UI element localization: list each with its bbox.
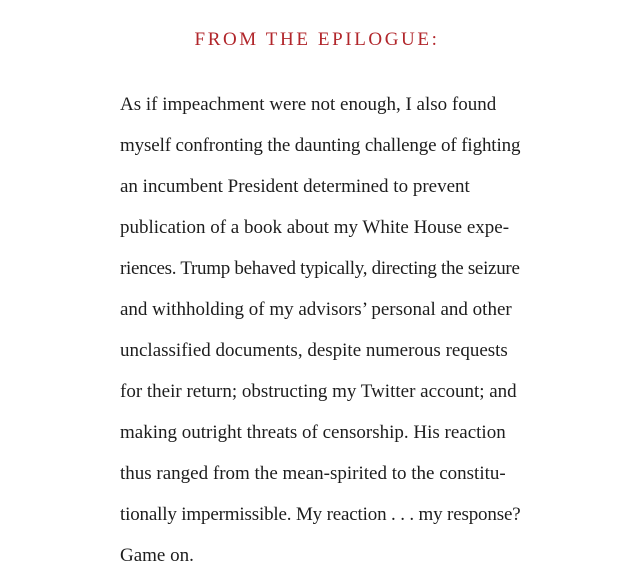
excerpt-line-1: As if impeachment were not enough, I also found [120,94,497,115]
epilogue-excerpt [120,84,520,576]
excerpt-line-8: for their return; obstructing my Twitter account; and [120,381,517,402]
epilogue-heading: FROM THE EPILOGUE: [194,29,440,50]
excerpt-line-5: riences. Trump behaved typically, directing the seizure [120,258,520,279]
excerpt-line-7: unclassified documents, despite numerous requests [120,340,508,361]
excerpt-line-10: thus ranged from the mean-spirited to the constitu- [120,463,506,484]
excerpt-line-11: tionally impermissible. My reaction . . . my response? [120,504,521,525]
excerpt-line-12: Game on. [120,545,194,566]
excerpt-line-2: myself confronting the daunting challenge of fighting [120,135,521,156]
excerpt-line-4: publication of a book about my White House expe- [120,217,510,238]
excerpt-line-9: making outright threats of censorship. His reaction [120,422,506,443]
excerpt-line-6: and withholding of my advisors’ personal and other [120,299,512,320]
excerpt-line-3: an incumbent President determined to prevent [120,176,470,197]
